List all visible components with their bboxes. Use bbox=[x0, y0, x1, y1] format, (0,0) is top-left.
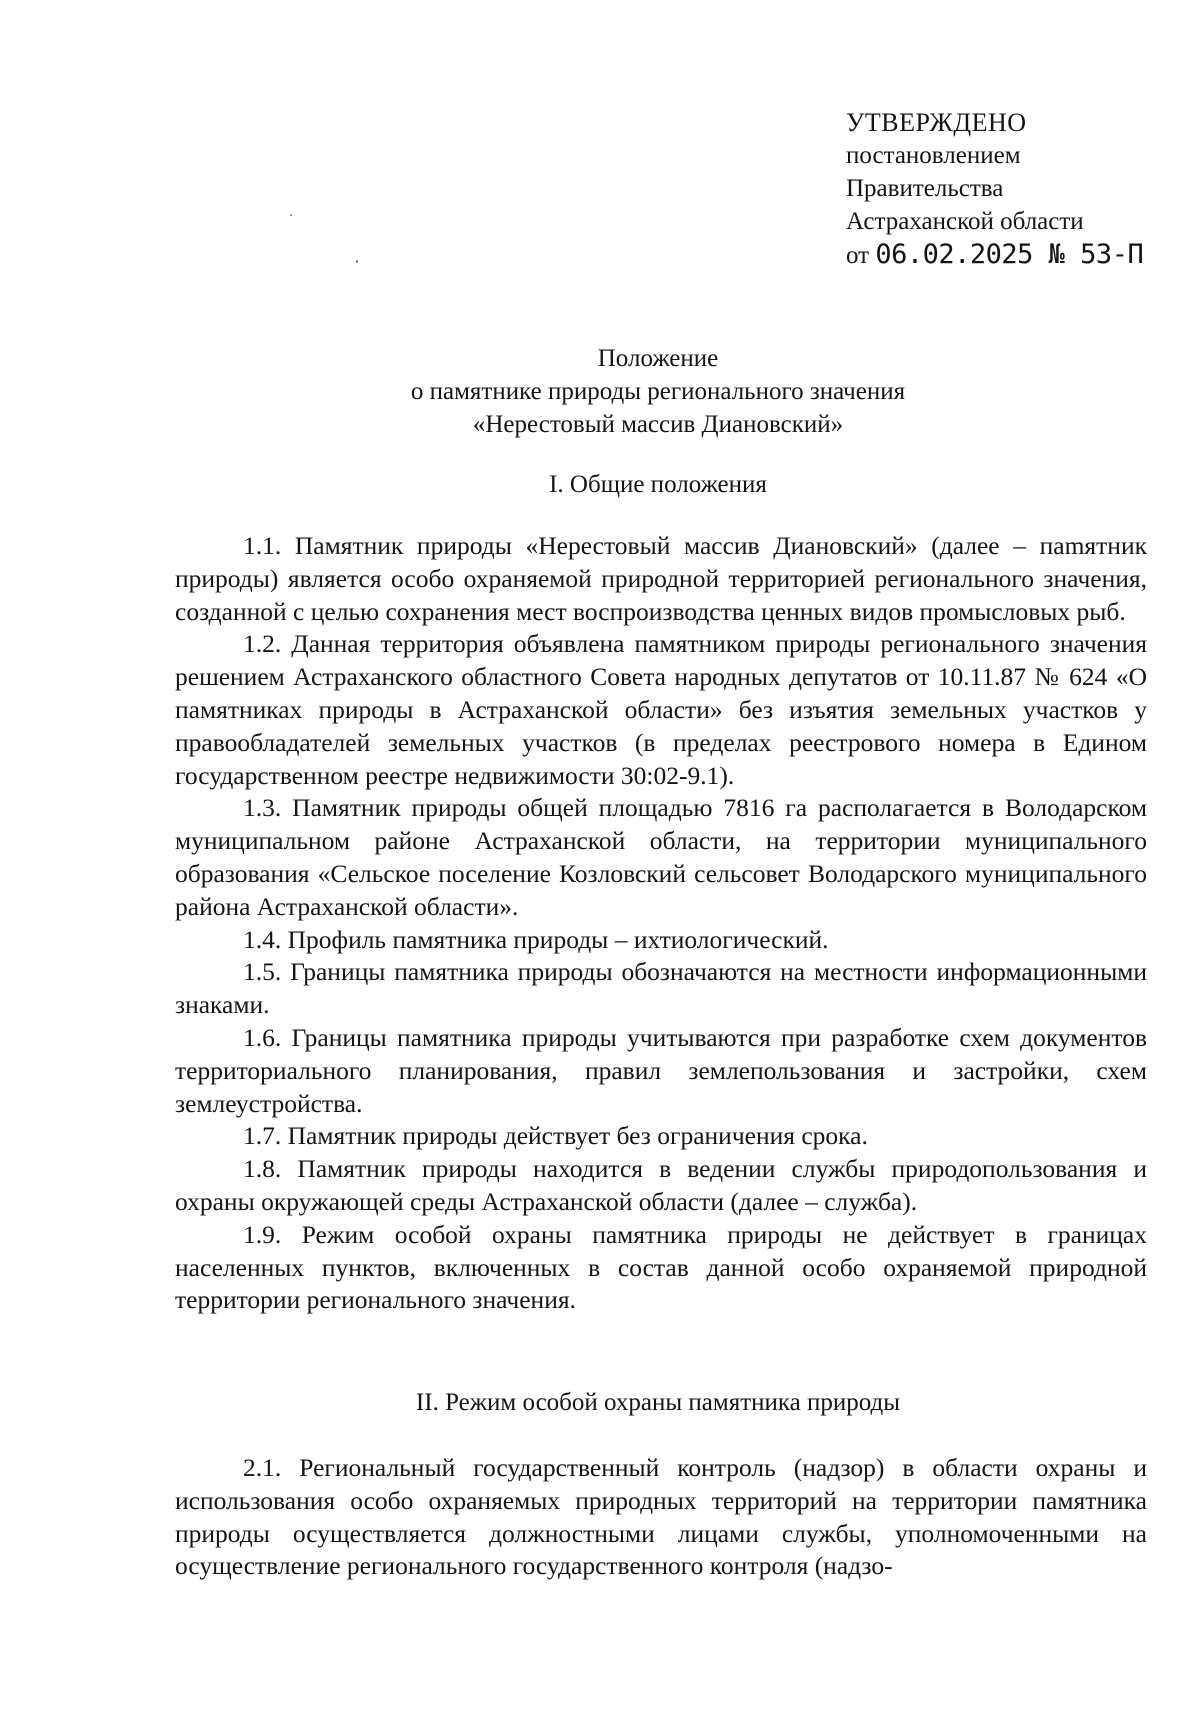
approval-stamp-block bbox=[846, 106, 1143, 272]
paragraph-1-5: 1.5. Границы памятника природы обозначаются на местности информационными знаками. bbox=[175, 957, 1147, 1020]
approval-line-region: Астраханской области bbox=[846, 208, 1084, 235]
paragraph-2-1: 2.1. Региональный государственный контроль (надзор) в области охраны и использования особо охраняемых природных территорий на территории памятника природы осуществляется должностными лицами службы, уполномоченными на осуществление регионального государственного контроля (надзо- bbox=[175, 1453, 1147, 1581]
document-title bbox=[0, 342, 1200, 441]
approval-date-prefix: от bbox=[846, 242, 870, 269]
section-1-body bbox=[175, 530, 1147, 1317]
paragraph-1-4: 1.4. Профиль памятника природы – ихтиологический. bbox=[243, 924, 829, 954]
approval-date-line bbox=[846, 238, 1143, 272]
paragraph-1-8: 1.8. Памятник природы находится в ведении службы природопользования и охраны окружающей среды Астраханской области (далее – служба). bbox=[175, 1154, 1147, 1216]
paragraph-1-7: 1.7. Памятник природы действует без ограничения срока. bbox=[243, 1121, 868, 1151]
section-1-heading: I. Общие положения bbox=[549, 471, 767, 498]
title-line-3: «Нерестовый массив Диановский» bbox=[472, 411, 844, 438]
approval-date-number: 06.02.2025 № 53-П bbox=[875, 239, 1144, 270]
section-2-body bbox=[175, 1452, 1147, 1583]
approval-line-resolution: постановлением bbox=[846, 142, 1021, 169]
title-line-1: Положение bbox=[597, 345, 719, 372]
title-line-2: о памятнике природы регионального значения bbox=[410, 378, 906, 405]
paragraph-1-6: 1.6. Границы памятника природы учитываются при разработке схем документов территориального планирования, правил землепользования и застройки, схем землеустройства. bbox=[175, 1022, 1147, 1118]
approval-line-government: Правительства bbox=[846, 175, 1004, 202]
paragraph-1-2: 1.2. Данная территория объявлена памятником природы регионального значения решением Астраханского областного Совета народных депутатов от 10.11.87 № 624 «О памятниках природы в Астраханской области» без изъятия земельных участков у правообладателей земельных участков (в пределах реестрового номера в Едином государственном реестре недвижимости 30:02-9.1). bbox=[175, 629, 1147, 790]
section-2-heading: II. Режим особой охраны памятника природы bbox=[415, 1389, 901, 1416]
approval-heading: УТВЕРЖДЕНО bbox=[846, 108, 1027, 137]
paragraph-1-3: 1.3. Памятник природы общей площадью 7816 га располагается в Володарском муниципальном районе Астраханской области, на территории муниципального образования «Сельское поселение Козловский сельсовет Володарского муниципального района Астраханской области». bbox=[175, 793, 1147, 921]
paragraph-1-9: 1.9. Режим особой охраны памятника природы не действует в границах населенных пунктов, включенных в состав данной особо охраняемой природной территории регионального значения. bbox=[175, 1219, 1147, 1315]
paragraph-1-1: 1.1. Памятник природы «Нерестовый массив Диановский» (далее – паmятник природы) является особо охраняемой природной территорией регионального значения, созданной с целью сохранения мест воспроизводства ценных видов промысловых рыб. bbox=[175, 531, 1147, 626]
